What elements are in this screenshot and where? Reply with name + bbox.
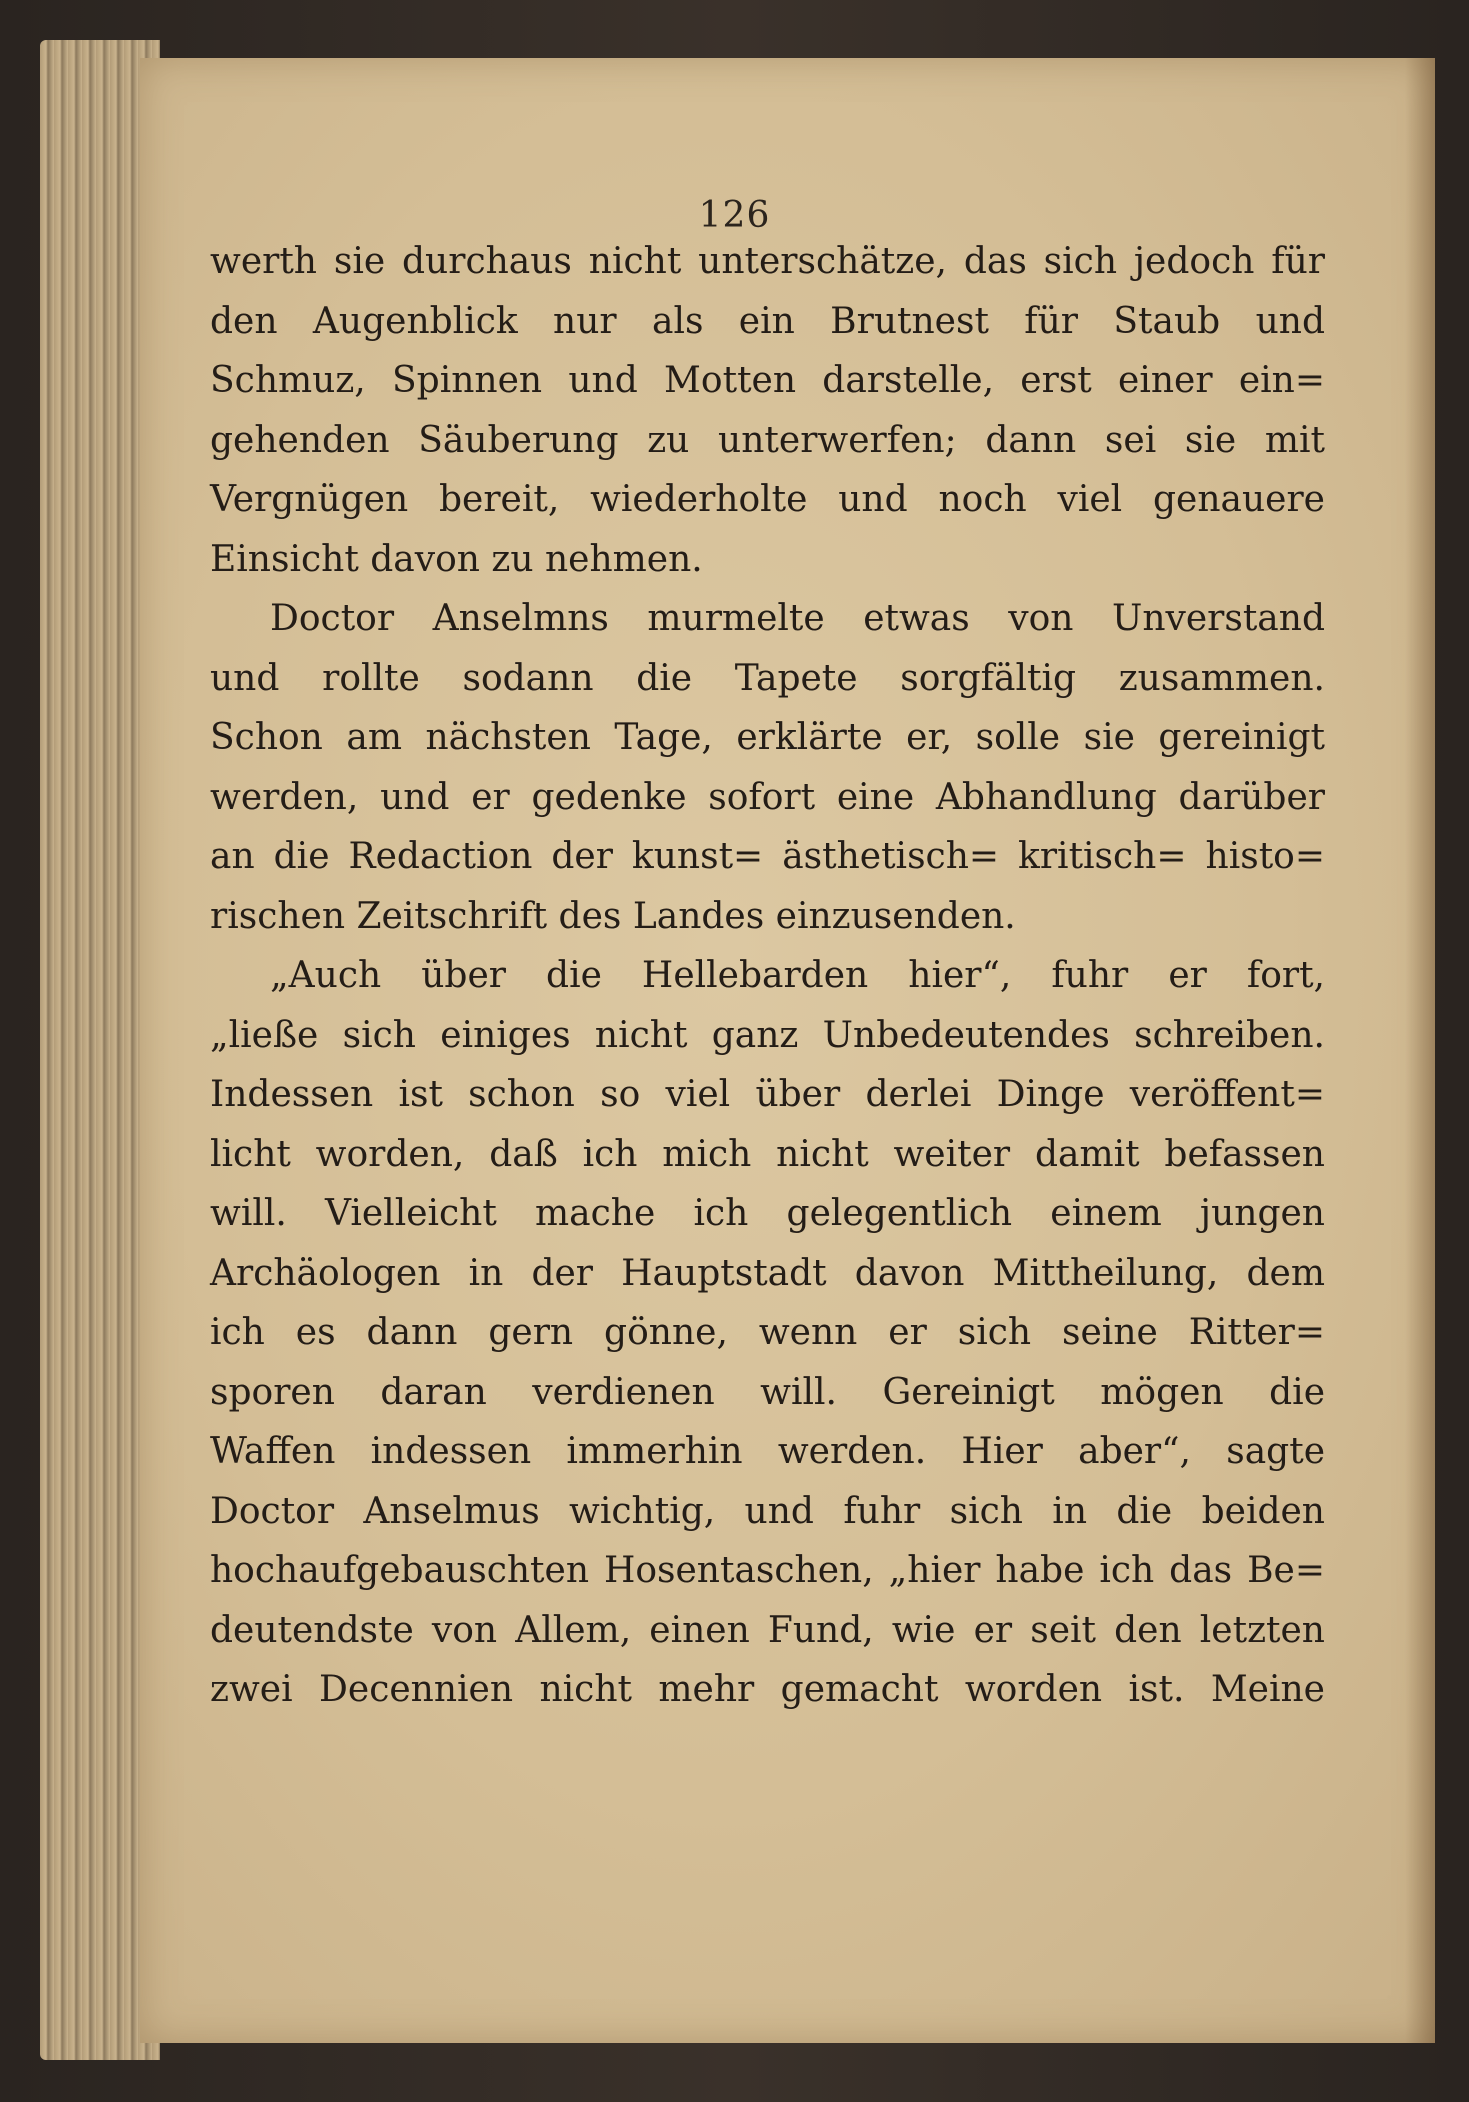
text-line: werth sie durchaus nicht unterschätze, das sich jedoch für	[210, 241, 1325, 282]
text-line: Doctor Anselmus wichtig, und fuhr sich in die beiden	[210, 1490, 1325, 1532]
text-line: Doctor Anselmns murmelte etwas von Unverstand	[270, 598, 1325, 639]
text-line: zwei Decennien nicht mehr gemacht worden ist. Meine	[210, 1669, 1325, 1710]
text-line: gehenden Säuberung zu unterwerfen; dann sei sie mit	[210, 419, 1325, 461]
text-line: Vergnügen bereit, wiederholte und noch viel genauere	[210, 479, 1325, 520]
text-line: ich es dann gern gönne, wenn er sich seine Ritter=	[210, 1312, 1325, 1353]
text-line: werden, und er gedenke sofort eine Abhandlung darüber	[210, 776, 1325, 818]
text-line: Schon am nächsten Tage, erklärte er, solle sie gereinigt	[210, 717, 1325, 758]
text-line: und rollte sodann die Tapete sorgfältig zusammen.	[210, 657, 1325, 699]
text-line: Archäologen in der Hauptstadt davon Mittheilung, dem	[210, 1252, 1325, 1294]
text-line: an die Redaction der kunst= ästhetisch= kritisch= histo=	[210, 836, 1325, 877]
spine-shadow	[1405, 58, 1435, 2043]
text-line: will. Vielleicht mache ich gelegentlich einem jungen	[210, 1193, 1325, 1234]
text-line: rischen Zeitschrift des Landes einzusenden.	[210, 895, 1016, 937]
text-line: „ließe sich einiges nicht ganz Unbedeutendes schreiben.	[210, 1014, 1325, 1056]
text-line: deutendste von Allem, einen Fund, wie er seit den letzten	[210, 1609, 1325, 1651]
text-line: Waffen indessen immerhin werden. Hier aber“, sagte	[210, 1431, 1325, 1472]
page-number: 126	[698, 195, 771, 236]
text-line: Einsicht davon zu nehmen.	[210, 538, 703, 580]
text-line: hochaufgebauschten Hosentaschen, „hier habe ich das Be=	[210, 1550, 1325, 1591]
text-line: sporen daran verdienen will. Gereinigt mögen die	[210, 1371, 1325, 1413]
text-line: Indessen ist schon so viel über derlei Dinge veröffent=	[210, 1074, 1325, 1115]
text-line: licht worden, daß ich mich nicht weiter damit befassen	[210, 1133, 1325, 1175]
text-line: den Augenblick nur als ein Brutnest für Staub und	[210, 300, 1325, 342]
text-line: „Auch über die Hellebarden hier“, fuhr er fort,	[270, 955, 1325, 996]
text-line: Schmuz, Spinnen und Motten darstelle, erst einer ein=	[210, 360, 1325, 401]
page-text	[210, 232, 1325, 1720]
